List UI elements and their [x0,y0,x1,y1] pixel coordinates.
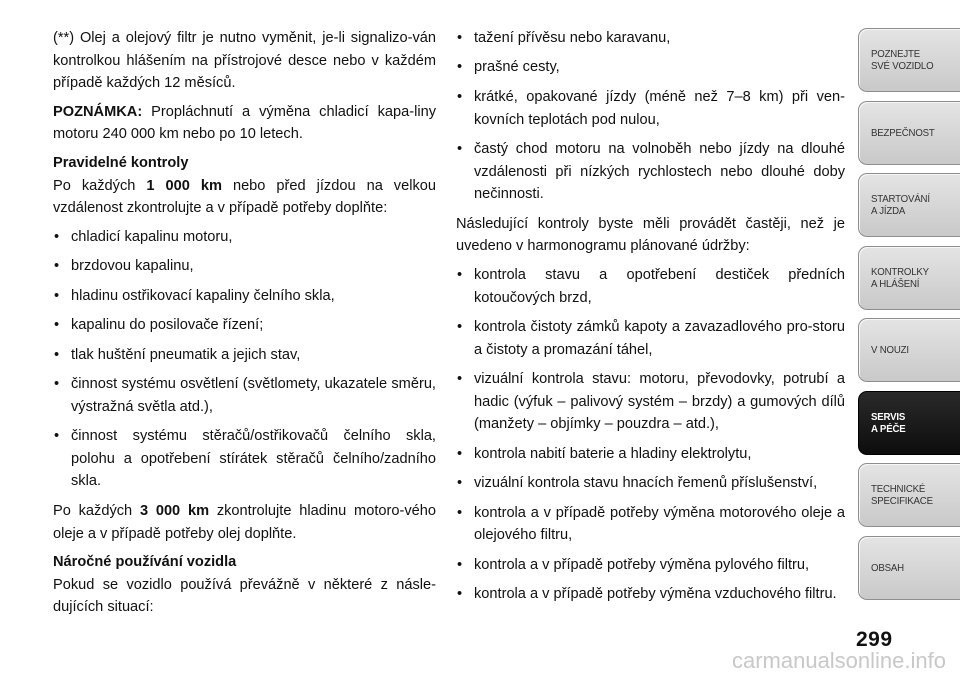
list-item: • činnost systému stěračů/ostřikovačů čelního skla, polohu a opotřebení stírátek stěračů čelního/zadního skla. [53,425,436,493]
tab-label: V NOUZI [871,344,909,356]
tab-emergency[interactable] [858,318,960,382]
oil-filter-paragraph: (**) Olej a olejový filtr je nutno vyměnit, je-li signalizo-ván kontrolkou hlášením na přístrojové desce nebo v každém případě každých 12 měsíců. [53,30,436,92]
note-paragraph [53,101,436,146]
list-item: • hladinu ostřikovací kapaliny čelního skla, [53,285,436,308]
list-item: • kapalinu do posilovače řízení; [53,314,436,337]
list-item: • kontrola stavu a opotřebení destiček předních kotoučových brzd, [456,264,845,309]
tab-label: POZNEJTE SVÉ VOZIDLO [871,48,934,72]
tab-contents[interactable] [858,536,960,600]
tab-safety[interactable] [858,101,960,165]
distance-3000km: 3 000 km [139,502,210,519]
left-column [53,27,436,625]
text-fragment: Po každých [53,502,140,519]
text-fragment: nebo před jízdou na velkou vzdálenost zkontrolujte a v případě potřeby doplňte: [53,177,436,217]
list-item: • kontrola čistoty zámků kapoty a zavazadlového pro-storu a čistoty a promazání táhel, [456,316,845,361]
list-item: • kontrola a v případě potřeby výměna vzduchového filtru. [456,583,845,606]
list-item: • kontrola a v případě potřeby výměna motorového oleje a olejového filtru, [456,502,845,547]
tab-label: OBSAH [871,561,904,574]
text-fragment: zkontrolujte hladinu motoro-vého oleje a v případě potřeby olej doplňte. [53,502,436,542]
list-item: • tažení přívěsu nebo karavanu, [456,27,845,50]
section-heading-regular-checks: Pravidelné kontroly [53,154,189,171]
every-1000km-paragraph [53,175,436,220]
every-3000km-paragraph [53,500,436,545]
list-item: • brzdovou kapalinu, [53,255,436,278]
note-label: POZNÁMKA: [53,103,143,120]
list-item: • kontrola a v případě potřeby výměna pylového filtru, [456,554,845,577]
frequent-checks-intro: Následující kontroly byste měli provádět častěji, než je uvedeno v harmonogramu plánované údržby: [456,215,845,255]
regular-checks-list [53,226,436,493]
list-item: • kontrola nabití baterie a hladiny elektrolytu, [456,443,845,466]
list-item: • činnost systému osvětlení (světlomety, ukazatele směru, výstražná světla atd.), [53,373,436,418]
note-text: Propláchnutí a výměna chladicí kapa-liny motoru 240 000 km nebo po 10 letech. [53,103,436,143]
page-number: 299 [856,628,893,651]
tab-label: BEZPEČNOST [871,126,935,139]
text-fragment: Po každých [53,177,147,194]
list-item: • chladicí kapalinu motoru, [53,226,436,249]
distance-1000km: 1 000 km [146,177,222,194]
list-item: • tlak huštění pneumatik a jejich stav, [53,344,436,367]
severe-use-intro: Pokud se vozidlo používá převážně v některé z násle-dujících situací: [53,576,436,616]
list-item: • vizuální kontrola stavu: motoru, převodovky, potrubí a hadic (výfuk – palivový systém – brzdy) a gumových dílů (manžety – objímky – pouzdra – atd.), [456,368,845,436]
list-item: • častý chod motoru na volnoběh nebo jízdy na dlouhé vzdálenosti při nízkých rychlostech nebo dlouhé doby nečinnosti. [456,138,845,206]
tab-technical-specifications[interactable] [858,463,960,527]
watermark: carmanualsonline.info [731,648,946,673]
tab-starting-and-driving[interactable] [858,173,960,237]
tab-label: TECHNICKÉ SPECIFIKACE [871,483,933,507]
tab-label: KONTROLKY A HLÁŠENÍ [871,265,929,290]
list-item: • krátké, opakované jízdy (méně než 7–8 km) při ven-kovních teplotách pod nulou, [456,86,845,131]
tab-label: STARTOVÁNÍ A JÍZDA [871,193,930,217]
frequent-checks-list [456,264,845,606]
chapter-tabs [858,28,960,608]
section-heading-severe-use: Náročné používání vozidla [53,554,237,571]
tab-warning-lights[interactable] [858,246,960,310]
list-item: • prašné cesty, [456,56,845,79]
list-item: • vizuální kontrola stavu hnacích řemenů příslušenství, [456,472,845,495]
tab-label: SERVIS A PÉČE [871,410,906,435]
tab-service-and-care[interactable] [858,391,960,455]
tab-know-your-vehicle[interactable] [858,28,960,92]
severe-conditions-list [456,27,845,206]
right-column [456,27,845,613]
